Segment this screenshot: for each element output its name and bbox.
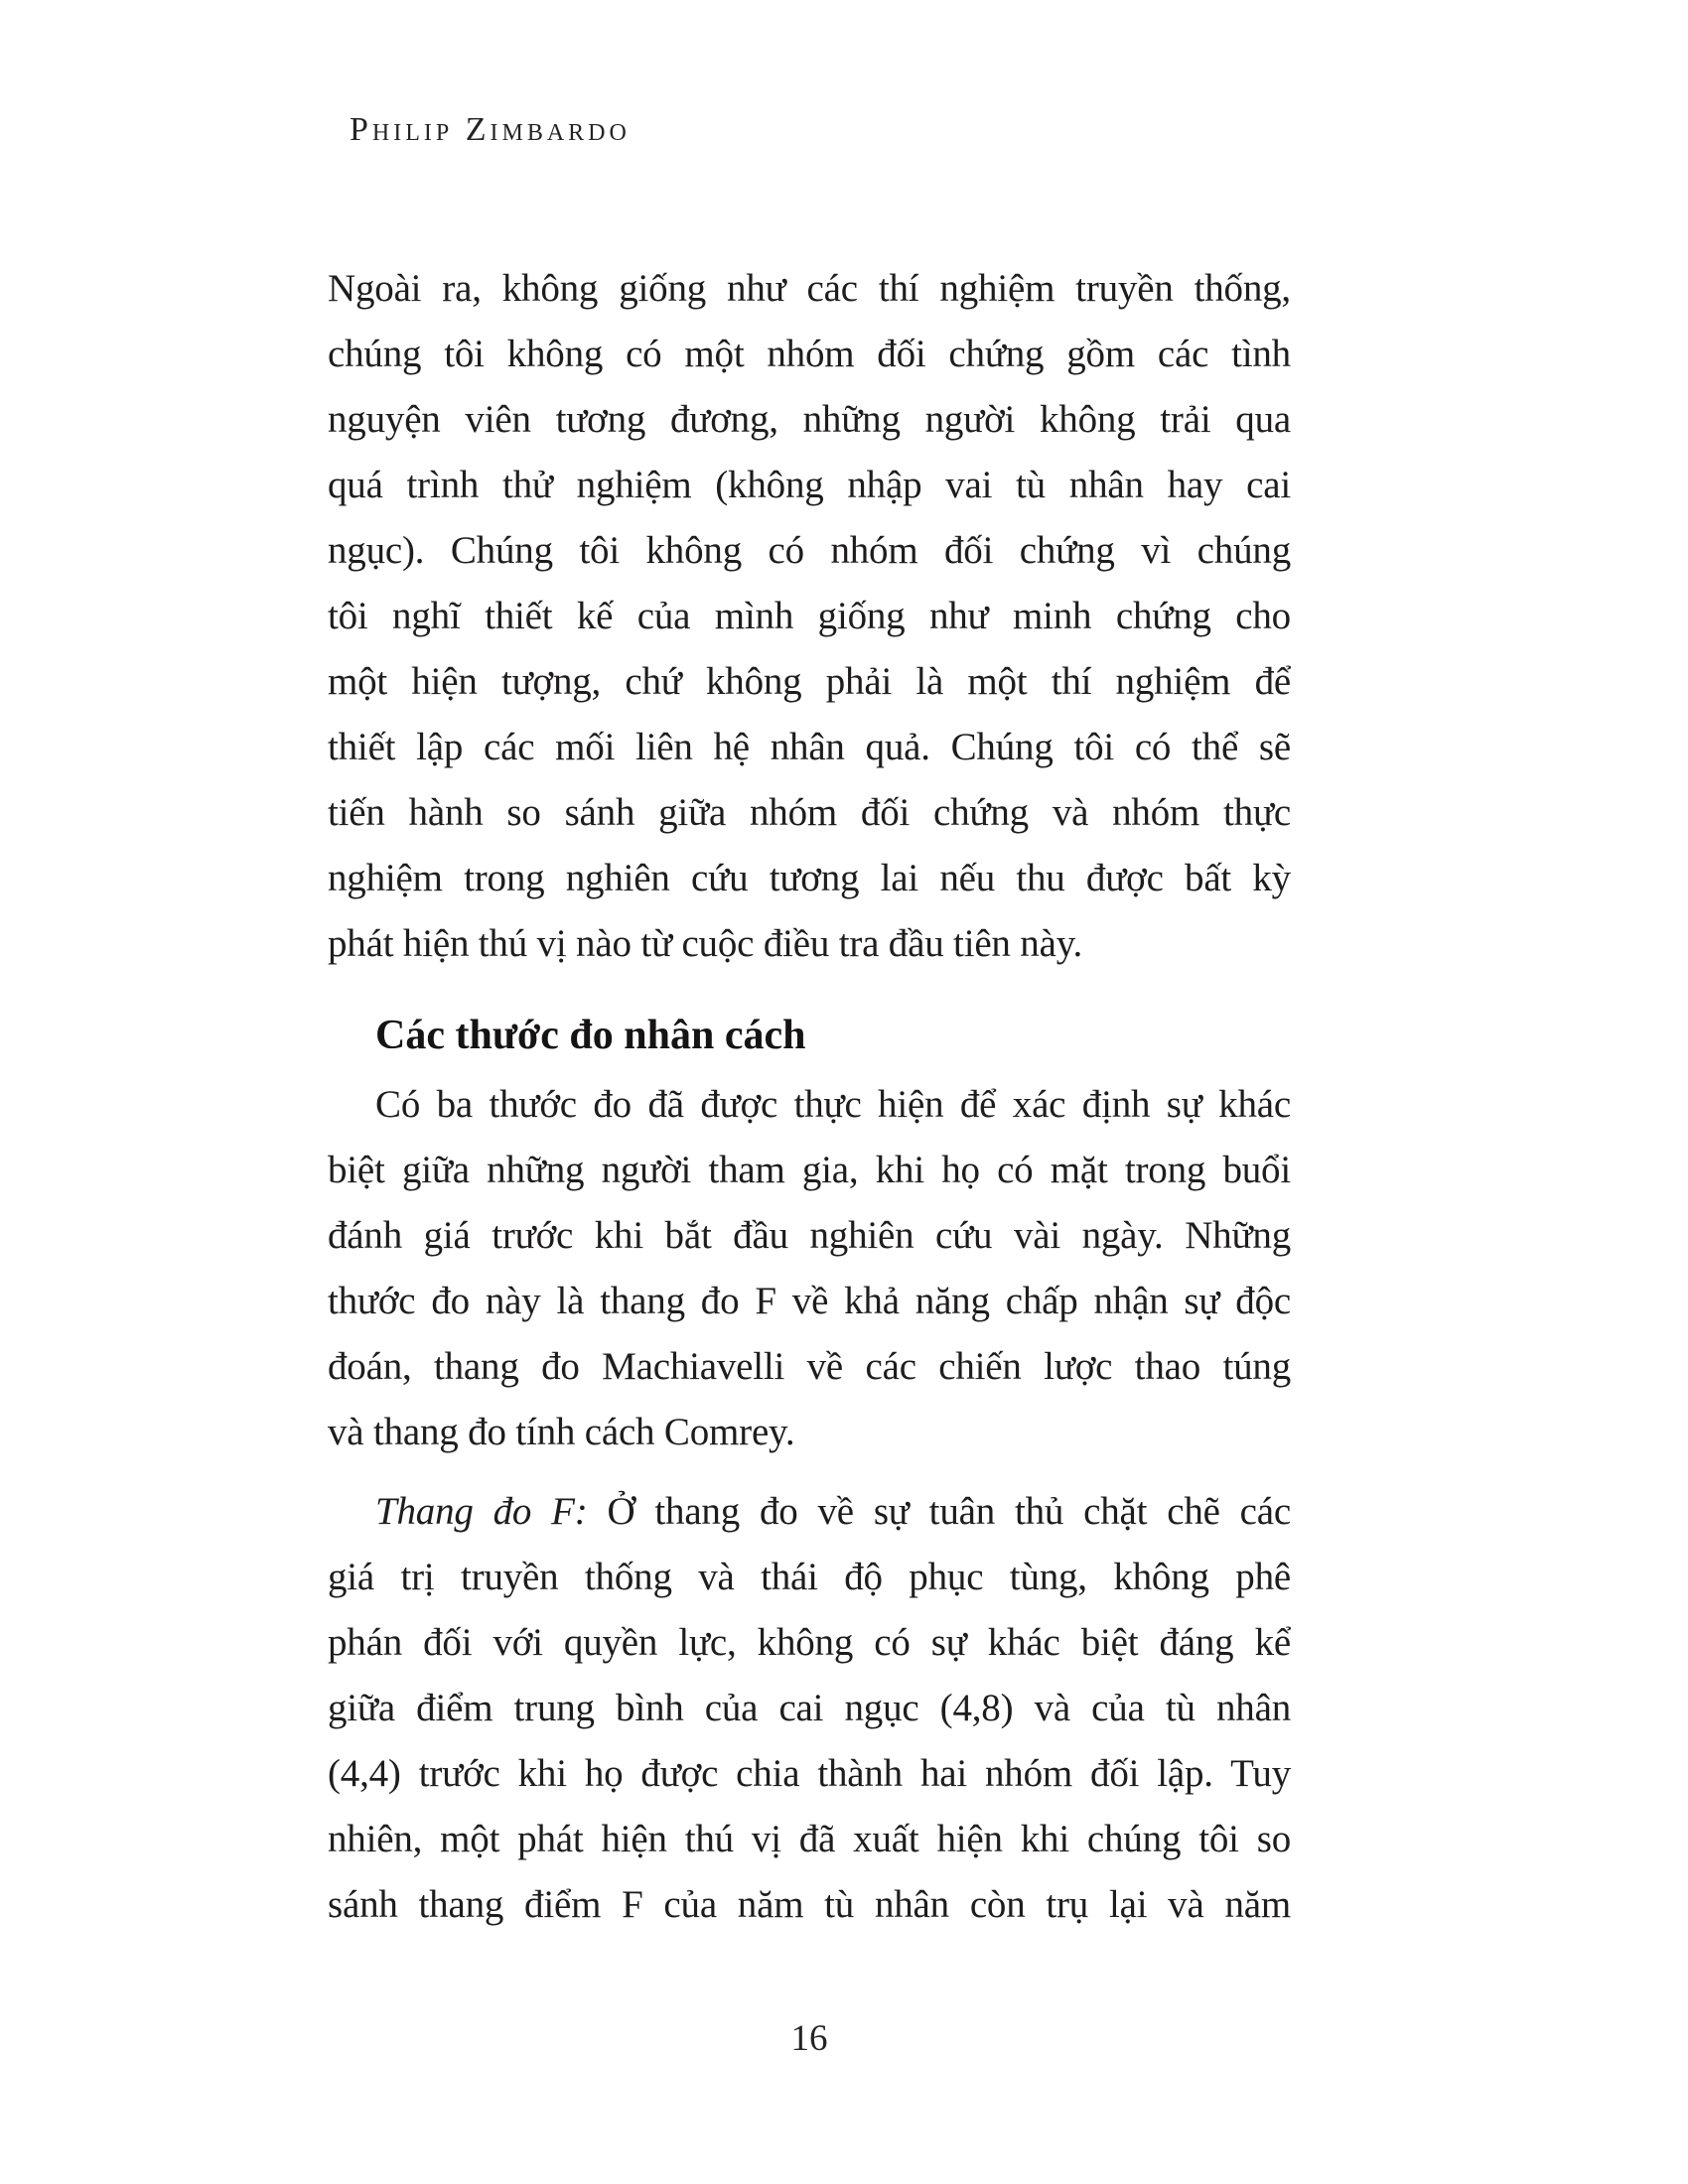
text-line: phát hiện thú vị nào từ cuộc điều tra đầu tiên này. [328, 922, 1083, 965]
text-line: chúng tôi không có một nhóm đối chứng gồm các tình [328, 333, 1291, 375]
paragraph-2 [328, 1072, 1291, 1465]
text-line: giữa điểm trung bình của cai ngục (4,8) và của tù nhân [328, 1687, 1291, 1729]
text-line: một hiện tượng, chứ không phải là một thí nghiệm để [328, 660, 1291, 703]
text-line: Có ba thước đo đã được thực hiện để xác định sự khác [375, 1083, 1291, 1126]
text-line: biệt giữa những người tham gia, khi họ có mặt trong buổi [328, 1149, 1291, 1191]
italic-lead-text: Thang đo F: [375, 1490, 588, 1533]
text-line: quá trình thử nghiệm (không nhập vai tù nhân hay cai [328, 464, 1291, 506]
text-line [328, 1479, 1291, 1545]
text-line: nguyện viên tương đương, những người không trải qua [328, 398, 1291, 441]
text-line: (4,4) trước khi họ được chia thành hai nhóm đối lập. Tuy [328, 1752, 1291, 1795]
text-line: và thang đo tính cách Comrey. [328, 1411, 795, 1453]
page-number: 16 [790, 2018, 828, 2059]
text-line: tiến hành so sánh giữa nhóm đối chứng và nhóm thực [328, 791, 1291, 834]
text-line: đoán, thang đo Machiavelli về các chiến lược thao túng [328, 1345, 1291, 1388]
text-line: giá trị truyền thống và thái độ phục tùng, không phê [328, 1556, 1291, 1598]
text-line: thiết lập các mối liên hệ nhân quả. Chúng tôi có thể sẽ [328, 726, 1291, 768]
text-block [328, 256, 1291, 1938]
text-line: ngục). Chúng tôi không có nhóm đối chứng vì chúng [328, 529, 1291, 572]
running-header: Philip Zimbardo [350, 111, 631, 148]
paragraph-1 [328, 256, 1291, 977]
text-line: Ngoài ra, không giống như các thí nghiệm truyền thống, [328, 267, 1291, 310]
text-line: đánh giá trước khi bắt đầu nghiên cứu vài ngày. Những [328, 1214, 1291, 1257]
first-line-rest: Ở thang đo về sự tuân thủ chặt chẽ các [587, 1490, 1291, 1533]
text-line: nhiên, một phát hiện thú vị đã xuất hiện khi chúng tôi so [328, 1818, 1291, 1860]
section-heading: Các thước đo nhân cách [375, 1013, 806, 1058]
text-line: sánh thang điểm F của năm tù nhân còn trụ lại và năm [328, 1883, 1291, 1926]
text-line: tôi nghĩ thiết kế của mình giống như minh chứng cho [328, 595, 1291, 637]
text-line: phán đối với quyền lực, không có sự khác biệt đáng kể [328, 1621, 1291, 1664]
paragraph-3 [328, 1479, 1291, 1938]
text-line: nghiệm trong nghiên cứu tương lai nếu thu được bất kỳ [328, 857, 1291, 899]
text-line: thước đo này là thang đo F về khả năng chấp nhận sự độc [328, 1280, 1291, 1322]
